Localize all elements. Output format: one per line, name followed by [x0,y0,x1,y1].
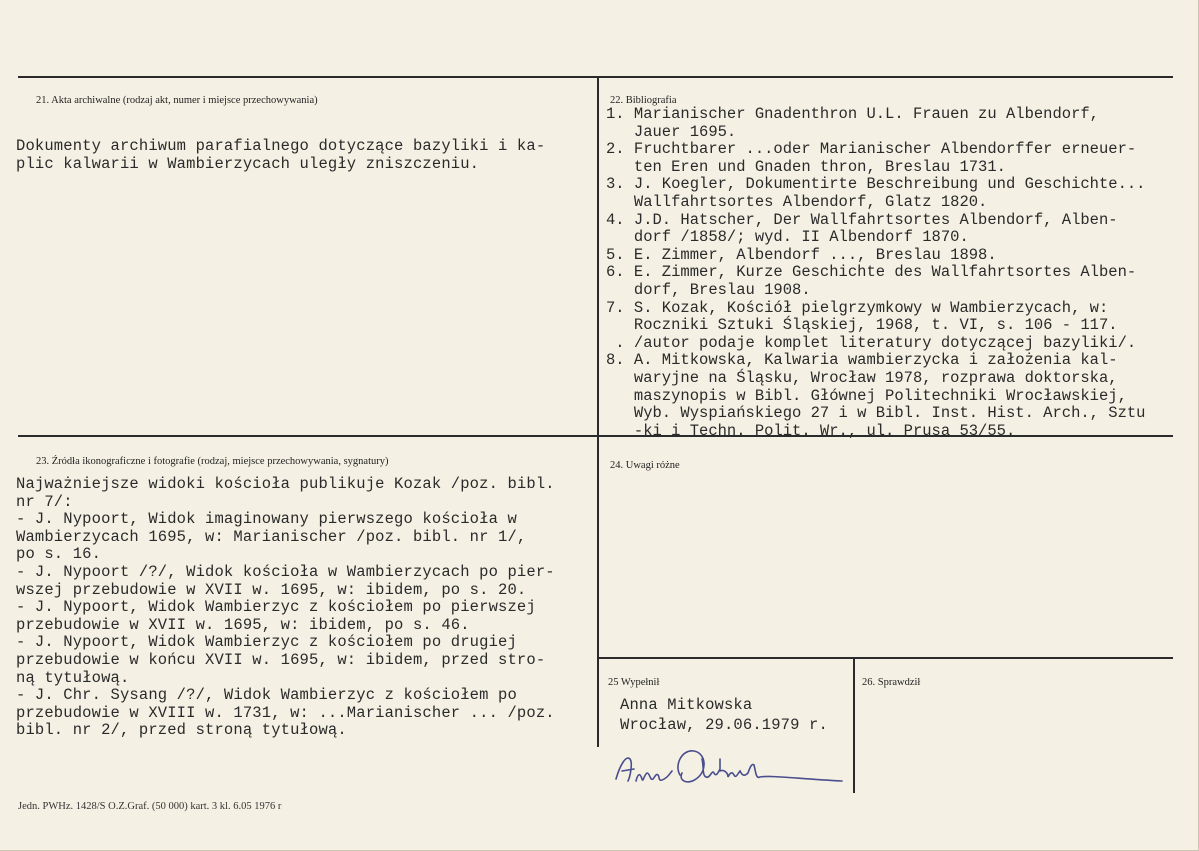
section-23-line: Wambierzycach 1695, w: Marianischer /poz. bibl. nr 1/, [16,527,527,546]
signature-row-rule [598,657,1173,659]
bibliography-line: 1. Marianischer Gnadenthron U.L. Frauen zu Albendorf, [606,105,1099,123]
section-23-line: Najważniejsze widoki kościoła publikuje Kozak /poz. bibl. [16,475,555,493]
bibliography-line: 8. A. Mitkowska, Kalwaria wambierzycka i założenia kal- [606,351,1118,370]
section-23-text [16,476,555,740]
signature [610,745,850,795]
section-23-line: po s. 16. [16,545,102,564]
bibliography-entry-8 [606,352,1146,440]
bibliography-line: maszynopis w Bibl. Głównej Politechniki Wrocławskiej, [606,386,1127,405]
bibliography-line: ten Eren und Gnaden thron, Breslau 1731. [606,157,1006,176]
section-23-line: - J. Nypoort /?/, Widok kościoła w Wambierzycach po pier- [16,562,555,581]
section-23-line: ną tytułową. [16,668,130,687]
bibliography-entry-6 [606,264,1146,299]
bibliography-line: Roczniki Sztuki Śląskiej, 1968, t. VI, s. 106 - 117. [606,316,1118,335]
filled-by-place-date: Wrocław, 29.06.1979 r. [620,716,828,734]
section-23-line: wszej przebudowie w XVII w. 1695, w: ibidem, po s. 20. [16,580,527,599]
bibliography-line: 5. E. Zimmer, Albendorf ..., Breslau 1898. [606,245,997,264]
bibliography-line: Wallfahrtsortes Albendorf, Glatz 1820. [606,192,988,211]
section-21-label: 21. Akta archiwalne (rodzaj akt, numer i miejsce przechowywania) [36,95,318,106]
section-23-line: przebudowie w XVII w. 1695, w: ibidem, po s. 46. [16,615,470,634]
bibliography-list [606,106,1146,440]
section-22-label: 22. Bibliografia [610,95,677,106]
section-23-line: - J. Nypoort, Widok Wambierzyc z kościołem po drugiej [16,633,517,652]
section-23-line: przebudowie w XVIII w. 1731, w: ...Marianischer ... /poz. [16,703,555,722]
section-23-line: - J. Chr. Sysang /?/, Widok Wambierzyc z kościołem po [16,686,517,705]
bibliography-line: 2. Fruchtbarer ...oder Marianischer Albendorffer erneuer- [606,140,1137,159]
bibliography-line: 7. S. Kozak, Kościół pielgrzymkowy w Wambierzycach, w: [606,298,1109,317]
bibliography-line: 4. J.D. Hatscher, Der Wallfahrtsortes Albendorf, Alben- [606,210,1118,229]
bibliography-line: Wyb. Wyspiańskiego 27 i w Bibl. Inst. Hist. Arch., Sztu [606,404,1146,423]
bibliography-entry-7 [606,300,1146,353]
section-21-line-1: Dokumenty archiwum parafialnego dotyczące bazyliki i ka- [16,137,546,155]
section-21-line-2: plic kalwarii w Wambierzycach uległy zniszczeniu. [16,155,480,173]
bibliography-entry-4 [606,212,1146,247]
section-23-line: nr 7/: [16,492,73,511]
bibliography-entry-2 [606,141,1146,176]
center-divider [597,77,599,747]
bibliography-line: Jauer 1695. [606,122,737,141]
bibliography-entry-3 [606,176,1146,211]
bibliography-line: 3. J. Koegler, Dokumentirte Beschreibung und Geschichte... [606,175,1146,194]
section-23-label: 23. Źródła ikonograficzne i fotografie (rodzaj, miejsce przechowywania, sygnatury) [36,456,389,467]
section-24-label: 24. Uwagi różne [610,460,680,471]
section-23-line: przebudowie w końcu XVII w. 1695, w: ibidem, przed stro- [16,650,546,669]
bibliography-line: waryjne na Śląsku, Wrocław 1978, rozprawa doktorska, [606,368,1118,387]
bibliography-line: dorf /1858/; wyd. II Albendorf 1870. [606,228,969,247]
top-rule [18,76,1173,78]
bibliography-line: -ki i Techn. Polit. Wr., ul. Prusa 53/55. [606,421,1016,440]
filled-by-name: Anna Mitkowska [620,696,753,714]
bibliography-line: dorf, Breslau 1908. [606,280,811,299]
section-26-label: 26. Sprawdził [862,677,921,688]
bibliography-entry-1 [606,106,1146,141]
bibliography-line: 6. E. Zimmer, Kurze Geschichte des Wallfahrtsortes Alben- [606,263,1137,282]
section-23-line: - J. Nypoort, Widok Wambierzyc z kościołem po pierwszej [16,598,536,617]
signature-divider [853,658,855,793]
bibliography-line: . /autor podaje komplet literatury dotyczącej bazyliki/. [606,333,1137,352]
bibliography-entry-5 [606,247,1146,265]
section-25-label: 25 Wypełnił [608,677,660,688]
section-23-line: - J. Nypoort, Widok imaginowany pierwszego kościoła w [16,510,517,529]
print-footer: Jedn. PWHz. 1428/S O.Z.Graf. (50 000) kart. 3 kl. 6.05 1976 r [18,801,282,812]
section-23-line: bibl. nr 2/, przed stroną tytułową. [16,721,347,740]
